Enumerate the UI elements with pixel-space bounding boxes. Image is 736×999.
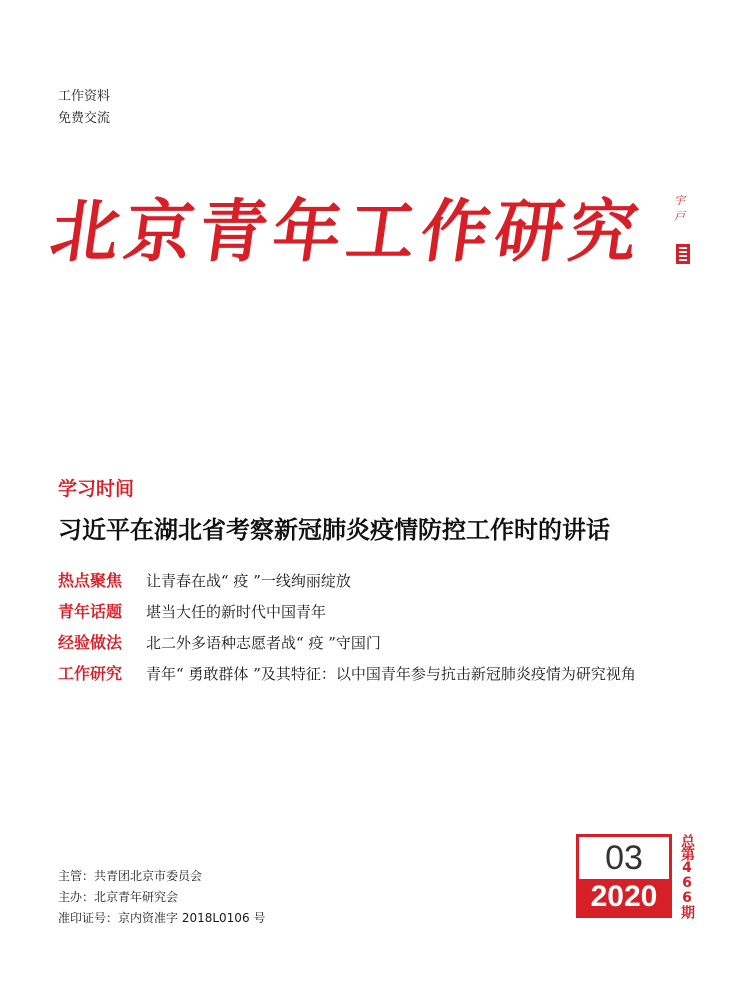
note-work-material: 工作资料 bbox=[58, 89, 111, 104]
topic-tag: 工作研究 bbox=[58, 664, 123, 683]
topic-item bbox=[58, 661, 636, 692]
section-label: 学习时间 bbox=[58, 478, 135, 500]
topic-item bbox=[58, 568, 636, 599]
issue-box bbox=[576, 834, 672, 918]
note-free-exchange: 免费交流 bbox=[58, 111, 111, 126]
calligraphy-signature: 宇戸 bbox=[674, 194, 685, 223]
topic-title: 堪当大任的新时代中国青年 bbox=[146, 603, 327, 621]
topic-tag: 热点聚焦 bbox=[58, 571, 123, 590]
permit-line: 准印证号：京内资准字 2018L0106 号 bbox=[58, 911, 266, 925]
total-issue-number: 总第466期 bbox=[679, 834, 695, 918]
topic-list bbox=[58, 568, 636, 692]
topic-title: 让青春在战“ 疫 ”一线绚丽绽放 bbox=[146, 572, 351, 590]
issue-number: 03 bbox=[605, 839, 643, 877]
topic-tag: 经验做法 bbox=[58, 633, 123, 652]
topic-tag: 青年话题 bbox=[58, 602, 123, 621]
lead-headline: 习近平在湖北省考察新冠肺炎疫情防控工作时的讲话 bbox=[58, 515, 610, 544]
top-notes bbox=[58, 86, 110, 130]
topic-title: 青年“ 勇敢群体 ”及其特征：以中国青年参与抗击新冠肺炎疫情为研究视角 bbox=[146, 665, 636, 683]
topic-item bbox=[58, 599, 636, 630]
supervisor-line: 主管：共青团北京市委员会 bbox=[58, 869, 203, 883]
masthead-title: 北京青年工作研究 bbox=[45, 192, 649, 272]
publisher-info bbox=[58, 866, 265, 929]
masthead bbox=[45, 170, 685, 280]
issue-year: 2020 bbox=[579, 879, 669, 915]
sponsor-line: 主办：北京青年研究会 bbox=[58, 890, 179, 904]
topic-item bbox=[58, 630, 636, 661]
topic-title: 北二外多语种志愿者战“ 疫 ”守国门 bbox=[146, 634, 381, 652]
seal-icon bbox=[676, 244, 690, 264]
